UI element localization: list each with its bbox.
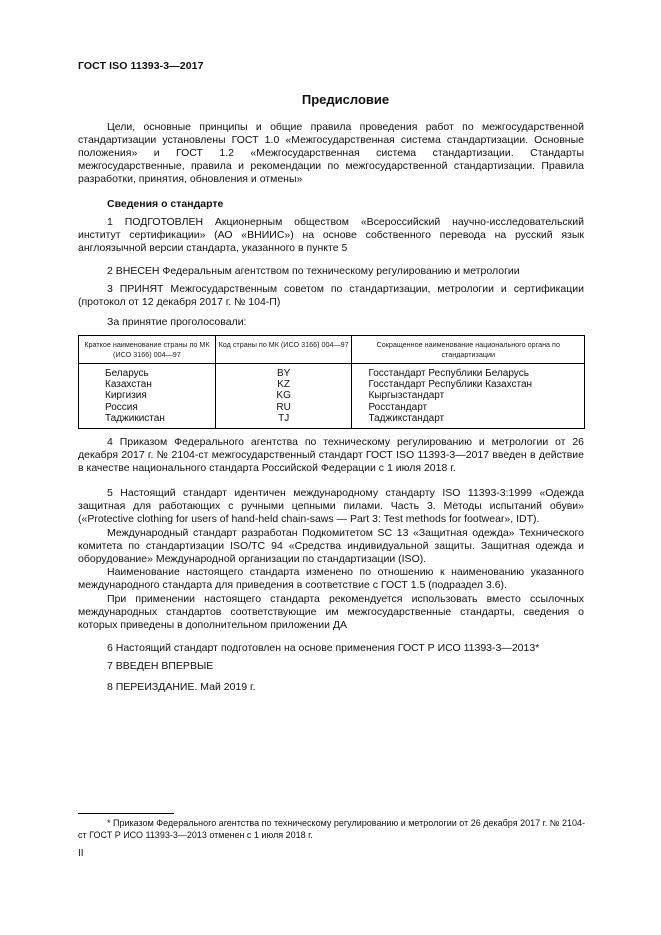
footnote: * Приказом Федерального агентства по техническому регулированию и метрологии от 26 декабря 2017 г. № 2104-ст ГОСТ Р ИСО 11393-3—2013 отменен с 1 июля 2018 г.: [78, 818, 585, 840]
country-name: Киргизия: [105, 390, 147, 402]
country-name: Беларусь: [105, 368, 149, 379]
footnote-divider: [78, 813, 174, 814]
intro-paragraph: Цели, основные принципы и общие правила проведения работ по межгосударственной стандартизации установлены ГОСТ 1.0 «Межгосударственная система стандартизации. Основные положения» и ГОСТ 1.2 «Межгосударственная система стандартизации. Стандарты межгосударственные, правила и рекомендации по межгосударственной стандартизации. Правила разработки, принятия, обновления и отмены»: [78, 121, 584, 185]
codes-cell: [215, 364, 352, 429]
paragraph-4: 4 Приказом Федерального агентства по техническому регулированию и метрологии от 26 декабря 2017 г. № 2104-ст межгосударственный стандарт ГОСТ ISO 11393-3—2017 введен в действие в качестве национального стандарта Российской Федерации с 1 июля 2018 г.: [78, 436, 584, 474]
standards-body: Госстандарт Республики Беларусь: [368, 368, 529, 379]
table-header-row: [79, 336, 585, 364]
standards-body: Росстандарт: [368, 401, 428, 413]
paragraph-5c: Наименование настоящего стандарта изменено по отношению к наименованию указанного международного стандарта для приведения в соответствие с ГОСТ 1.5 (подраздел 3.6).: [78, 566, 584, 591]
standards-body: Таджикстандарт: [368, 412, 445, 424]
country-code: BY: [276, 368, 291, 379]
country-code: TJ: [278, 412, 290, 424]
voted-label: За принятие проголосовали:: [107, 316, 247, 328]
page-number: II: [78, 848, 84, 859]
country-name: Казахстан: [105, 379, 152, 391]
paragraph-5b: Международный стандарт разработан Подкомитетом SC 13 «Защитная одежда» Технического комитета по стандартизации ISO/TC 94 «Средства индивидуальной защиты. Защитная одежда и оборудование» Международной организации по стандартизации (ISO).: [78, 527, 584, 565]
section-heading: Сведения о стандарте: [107, 198, 224, 210]
document-code-header: ГОСТ ISO 11393-3—2017: [78, 60, 204, 72]
table-header-cell: Код страны по МК (ИСО 3166) 004—97: [215, 336, 352, 364]
paragraph-3: 3 ПРИНЯТ Межгосударственным советом по стандартизации, метрологии и сертификации (протокол от 12 декабря 2017 г. № 104-П): [78, 283, 584, 308]
paragraph-5: 5 Настоящий стандарт идентичен международному стандарту ISO 11393-3:1999 «Одежда защитная для работающих с ручными цепными пилами. Часть 3. Методы испытаний обуви» («Protective clothing for users of hand-held chain-saws — Part 3: Test methods for footwear», IDT).: [78, 487, 584, 525]
bodies-cell: [352, 364, 585, 429]
country-code: RU: [276, 401, 291, 413]
paragraph-1: 1 ПОДГОТОВЛЕН Акционерным обществом «Всероссийский научно-исследовательский институт сертификации» (АО «ВНИИС») на основе собственного перевода на русский язык англоязычной версии стандарта, указанного в пункте 5: [78, 216, 584, 254]
paragraph-6: 6 Настоящий стандарт подготовлен на основе применения ГОСТ Р ИСО 11393-3—2013*: [107, 642, 540, 654]
table-header-cell: Сокращенное наименование национального органа по стандартизации: [352, 336, 585, 364]
countries-table: [78, 335, 585, 429]
table-header-cell: Краткое наименование страны по МК (ИСО 3166) 004—97: [79, 336, 216, 364]
table-row: [79, 364, 585, 429]
standards-body: Госстандарт Республики Казахстан: [368, 379, 533, 391]
country-code: KG: [276, 390, 291, 402]
country-name: Россия: [105, 401, 138, 413]
countries-cell: [79, 364, 216, 429]
country-name: Таджикистан: [105, 412, 165, 424]
country-code: KZ: [277, 379, 291, 391]
paragraph-2: 2 ВНЕСЕН Федеральным агентством по техническому регулированию и метрологии: [107, 265, 520, 277]
paragraph-7: 7 ВВЕДЕН ВПЕРВЫЕ: [107, 660, 214, 672]
standards-body: Кыргызстандарт: [368, 390, 445, 402]
paragraph-5d: При применении настоящего стандарта рекомендуется использовать вместо ссылочных международных стандартов соответствующие им межгосударственные стандарты, сведения о которых приведены в дополнительном приложении ДА: [78, 593, 584, 631]
page-title: Предисловие: [301, 92, 390, 107]
paragraph-8: 8 ПЕРЕИЗДАНИЕ. Май 2019 г.: [107, 681, 256, 693]
